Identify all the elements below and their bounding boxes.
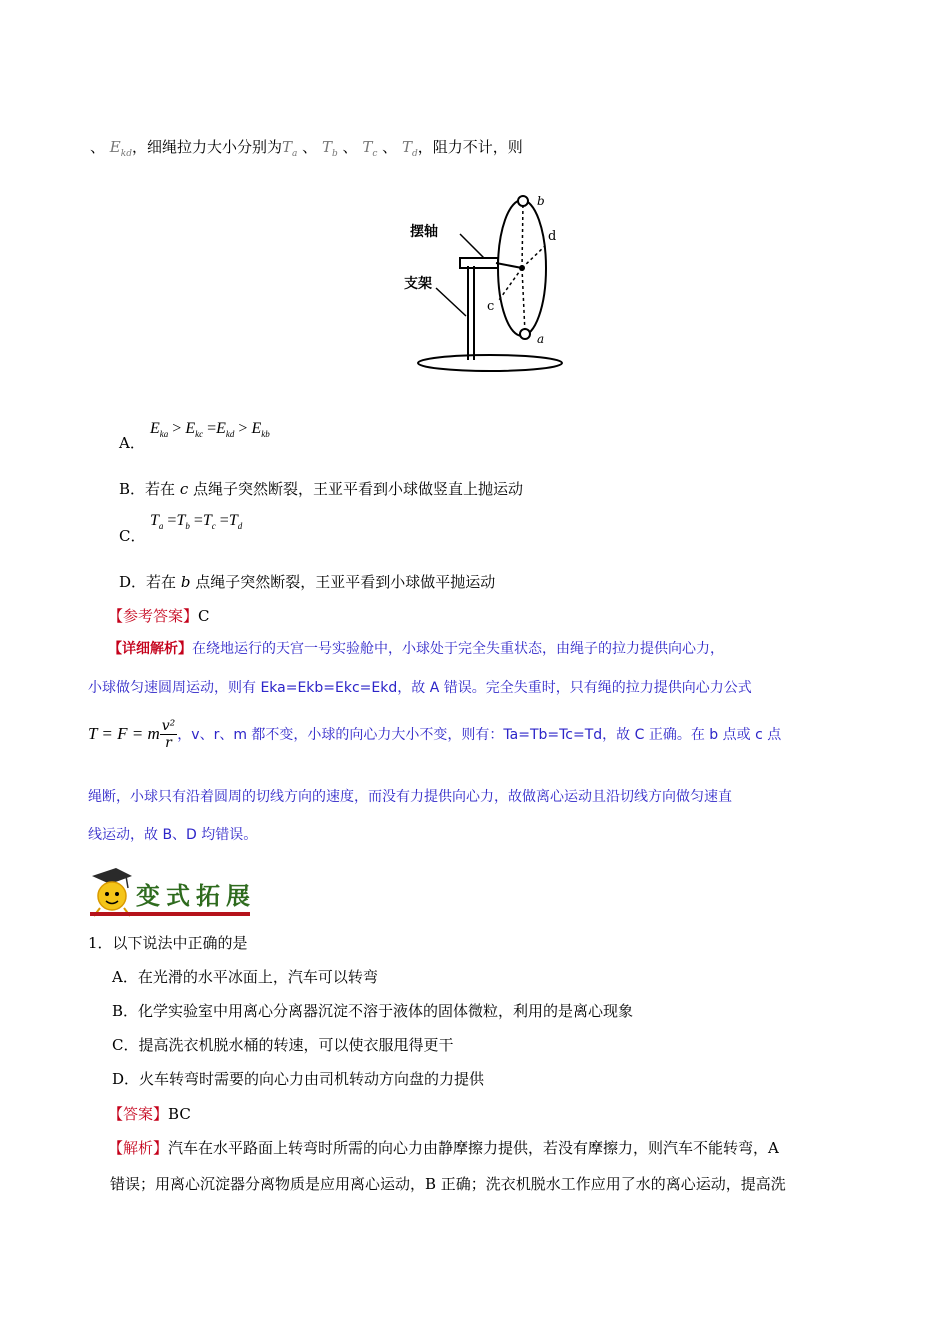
intro-mid-text: ，细绳拉力大小分别为: [131, 138, 282, 156]
question-1-stem: 1．以下说法中正确的是: [88, 934, 248, 952]
intro-line: [90, 136, 523, 159]
intro-tail: ，阻力不计，则: [417, 138, 523, 156]
sep-1: 、: [302, 138, 318, 156]
option-b: B．若在 c 点绳子突然断裂，王亚平看到小球做竖直上抛运动: [119, 480, 523, 498]
ekd-symbol: $E_{kd}$: [109, 138, 132, 159]
banner-underline: [90, 912, 250, 916]
option-c-label: C．: [119, 527, 146, 545]
option-a-label: A．: [119, 434, 145, 452]
string-to-a: [522, 268, 525, 333]
mascot-icon: [86, 866, 140, 918]
question-1-option-d: D．火车转弯时需要的向心力由司机转动方向盘的力提供: [112, 1070, 485, 1088]
sep-2: 、: [342, 138, 358, 156]
reference-answer-value: C: [198, 607, 210, 625]
option-c-formula: $T_a =T_b =T_c =T_d$: [150, 512, 243, 531]
banner-title: 变式拓展: [136, 882, 256, 910]
question-1-option-a: A．在光滑的水平冰面上，汽车可以转弯: [112, 968, 378, 986]
formula-fraction: $\frac{\text{v²}}{r}$: [161, 718, 176, 751]
question-1-answer: 【答案】BC: [108, 1105, 191, 1123]
question-1-explain-line-2: 错误；用离心沉淀器分离物质是应用离心运动，B 正确；洗衣机脱水工作应用了水的离心运动，提高洗: [110, 1175, 786, 1193]
formula-lhs: T = F = m: [88, 724, 160, 743]
tension-a: $T_a$: [281, 138, 298, 159]
tension-b: $T_b$: [321, 138, 338, 159]
string-to-c: [499, 268, 522, 300]
sep-3: 、: [382, 138, 398, 156]
label-point-d: d: [548, 229, 557, 244]
question-1-option-c: C．提高洗衣机脱水桶的转速，可以使衣服甩得更干: [112, 1036, 454, 1054]
axis-leader: [460, 234, 484, 258]
stand-leader: [436, 288, 466, 316]
base-plate: [418, 355, 562, 371]
pendulum-figure: [400, 188, 565, 378]
label-point-a: a: [537, 332, 545, 346]
question-1-option-b: B．化学实验室中用离心分离器沉淀不溶于液体的固体微粒，利用的是离心现象: [112, 1002, 634, 1020]
axis-bracket: [460, 258, 498, 268]
reference-answer-tag: 【参考答案】: [108, 607, 199, 625]
option-a-formula: $E_{ka} > E_{kc} =E_{kd} > E_{kb}$: [150, 420, 270, 439]
axis-rod: [496, 263, 522, 268]
string-to-b: [522, 202, 523, 268]
analysis-line-1: 【详细解析】在绕地运行的天宫一号实验舱中，小球处于完全失重状态，由绳子的拉力提供向心力，: [108, 641, 724, 657]
ball-b: [518, 196, 528, 206]
label-stand: 支架: [404, 276, 432, 292]
ball-a: [520, 329, 530, 339]
option-d: D．若在 b 点绳子突然断裂，王亚平看到小球做平抛运动: [119, 573, 496, 591]
tension-d: $T_d$: [401, 138, 418, 159]
question-1-explain-line-1: 【解析】汽车在水平路面上转弯时所需的向心力由静摩擦力提供，若没有摩擦力，则汽车不能转弯，A: [108, 1139, 779, 1157]
label-axis: 摆轴: [410, 224, 438, 240]
label-point-b: b: [537, 194, 545, 208]
intro-lead: 、: [90, 138, 106, 156]
string-to-d: [522, 246, 545, 268]
reference-answer: [108, 605, 210, 626]
variant-banner: [86, 866, 256, 918]
label-point-c: c: [487, 299, 495, 314]
pivot-dot: [519, 265, 525, 271]
analysis-line-5: 线运动，故 B、D 均错误。: [88, 827, 258, 843]
analysis-line-2: 小球做匀速圆周运动，则有 Eka=Ekb=Ekc=Ekd，故 A 错误。完全失重时，只有绳的拉力提供向心力公式: [88, 680, 752, 696]
tension-c: $T_c$: [362, 138, 378, 159]
analysis-line-3: T = F = m $\frac{\text{v²}}{r}$ ，v、r、m 都不变，小球的向心力大小不变，则有：Ta=Tb=Tc=Td，故 C 正确。在 b 点或 c 点: [88, 718, 782, 751]
analysis-line-4: 绳断，小球只有沿着圆周的切线方向的速度，而没有力提供向心力，故做离心运动且沿切线方向做匀速直: [88, 789, 732, 805]
